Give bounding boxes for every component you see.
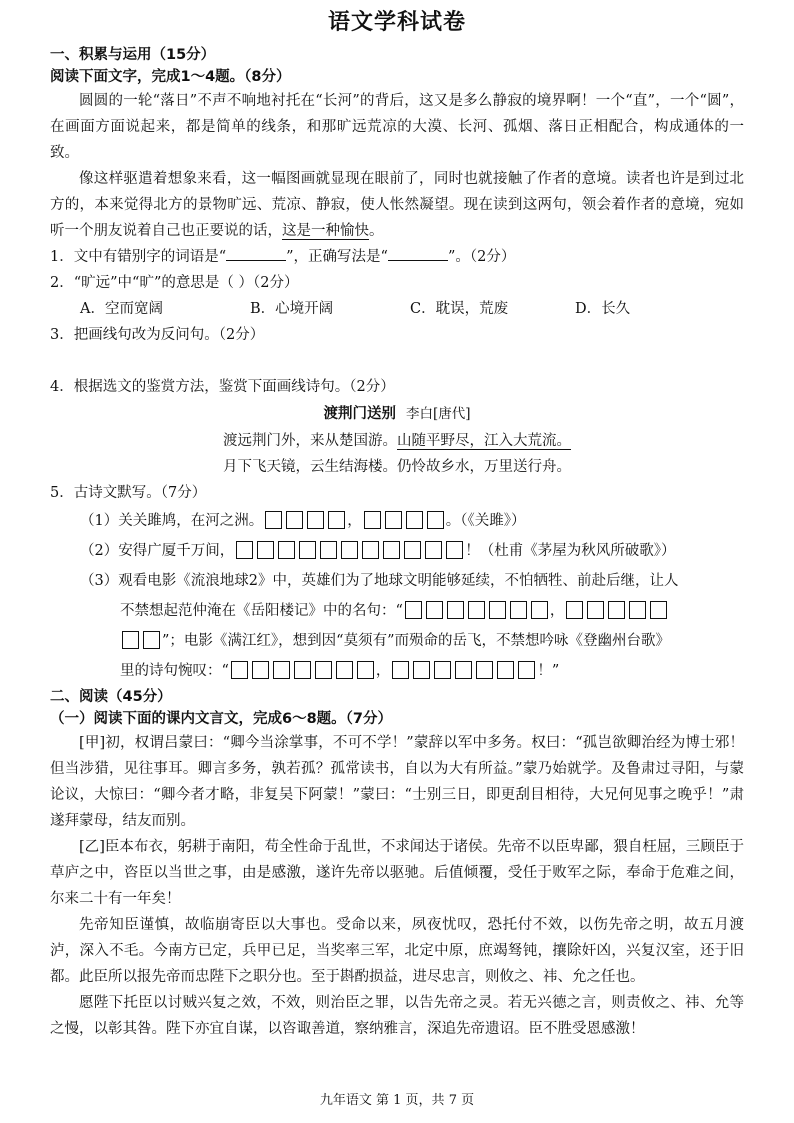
passage-end: 。 bbox=[369, 223, 384, 239]
answer-box[interactable] bbox=[587, 601, 604, 619]
question-5-3-line-1: （3）观看电影《流浪地球2》中，英雄们为了地球文明能够延续，不怕牺牲、前赴后继，让人 bbox=[80, 573, 679, 589]
comma: ， bbox=[375, 663, 391, 679]
answer-box[interactable] bbox=[608, 601, 625, 619]
answer-box[interactable] bbox=[278, 541, 295, 559]
option-d[interactable]: D．长久 bbox=[575, 301, 631, 317]
poem-line-1 bbox=[50, 428, 744, 454]
passage-text: 像这样驱遣着想象来看，这一幅图画就显现在眼前了，同时也就接触了作者的意境。读者也许是到过北方的，本来觉得北方的景物旷远、荒凉、静寂，使人怅然凝望。现在读到这两句，领会着作者的意境，宛如听一个朋友说着自己也正要说的话， bbox=[50, 171, 744, 239]
poem-title: 渡荆门送别 bbox=[323, 406, 396, 422]
question-1-text-a: 1．文中有错别字的词语是“ bbox=[50, 249, 227, 265]
poem-author: 李白[唐代] bbox=[405, 406, 471, 422]
answer-box[interactable] bbox=[629, 601, 646, 619]
classical-text-yi-p1: [乙]臣本布衣，躬耕于南阳，苟全性命于乱世，不求闻达于诸侯。先帝不以臣卑鄙，猥自枉屈，三顾臣于草庐之中，咨臣以当世之事，由是感激，遂许先帝以驱驰。后值倾覆，受任于败军之际，奉命于危难之间，尔来二十有一年矣！ bbox=[50, 839, 744, 907]
q5-3-text-c: ”；电影《满江红》，想到因“莫须有”而殒命的岳飞，不禁想吟咏《登幽州台歌》 bbox=[162, 633, 670, 649]
question-2-options bbox=[50, 296, 744, 322]
answer-box[interactable] bbox=[328, 511, 345, 529]
section-2-heading: 二、阅读（45分） bbox=[50, 689, 172, 705]
classical-text-yi-p3: 愿陛下托臣以讨贼兴复之效，不效，则治臣之罪，以告先帝之灵。若无兴德之言，则责攸之、祎、允等之慢，以彰其咎。陛下亦宜自谋，以咨诹善道，察纳雅言，深追先帝遗诏。臣不胜受恩感激！ bbox=[50, 995, 744, 1037]
question-5: 5．古诗文默写。（7分） bbox=[50, 485, 207, 501]
answer-box[interactable] bbox=[497, 661, 514, 679]
question-1 bbox=[50, 244, 744, 270]
answer-space-3[interactable] bbox=[50, 348, 744, 374]
answer-box[interactable] bbox=[122, 631, 139, 649]
answer-box[interactable] bbox=[489, 601, 506, 619]
classical-text-yi-p2: 先帝知臣谨慎，故临崩寄臣以大事也。受命以来，夙夜忧叹，恐托付不效，以伤先帝之明，故五月渡泸，深入不毛。今南方已定，兵甲已足，当奖率三军，北定中原，庶竭驽钝，攘除奸凶，兴复汉室，还于旧都。此臣所以报先帝而忠陛下之职分也。至于斟酌损益，进尽忠言，则攸之、祎、允之任也。 bbox=[50, 917, 744, 985]
poem-underlined-line: 山随平野尽，江入大荒流。 bbox=[397, 433, 571, 449]
answer-box[interactable] bbox=[143, 631, 160, 649]
option-a[interactable]: A．空而宽阔 bbox=[80, 301, 163, 317]
answer-box[interactable] bbox=[468, 601, 485, 619]
poem-heading bbox=[50, 400, 744, 428]
q5-3-text-b: 不禁想起范仲淹在《岳阳楼记》中的名句：“ bbox=[120, 603, 403, 619]
answer-box[interactable] bbox=[413, 661, 430, 679]
answer-box[interactable] bbox=[650, 601, 667, 619]
answer-box[interactable] bbox=[404, 541, 421, 559]
q5-2-text: （2）安得广厦千万间， bbox=[80, 543, 235, 559]
answer-box[interactable] bbox=[252, 661, 269, 679]
comma: ， bbox=[549, 603, 565, 619]
answer-box[interactable] bbox=[392, 661, 409, 679]
answer-box[interactable] bbox=[307, 511, 324, 529]
answer-blank-wrong-word[interactable] bbox=[226, 245, 286, 261]
answer-box[interactable] bbox=[406, 511, 423, 529]
answer-box[interactable] bbox=[426, 601, 443, 619]
page-footer: 九年语文 第 1 页，共 7 页 bbox=[319, 1093, 475, 1108]
question-5-3-line-3 bbox=[50, 626, 744, 656]
comma: ， bbox=[347, 513, 362, 529]
answer-box[interactable] bbox=[425, 541, 442, 559]
reading-instruction: 阅读下面文字，完成1～4题。（8分） bbox=[50, 69, 291, 85]
underlined-sentence: 这是一种愉快 bbox=[282, 223, 369, 239]
answer-box[interactable] bbox=[518, 661, 535, 679]
q5-3-text-d: 里的诗句惋叹：“ bbox=[120, 663, 229, 679]
q5-1-text: （1）关关雎鸠，在河之洲。 bbox=[80, 513, 264, 529]
answer-box[interactable] bbox=[336, 661, 353, 679]
answer-box[interactable] bbox=[434, 661, 451, 679]
answer-box[interactable] bbox=[231, 661, 248, 679]
answer-box[interactable] bbox=[357, 661, 374, 679]
question-5-1 bbox=[50, 506, 744, 536]
q5-3-text-e: ！” bbox=[537, 663, 560, 679]
answer-box[interactable] bbox=[299, 541, 316, 559]
q5-1-source: 。（《关雎》） bbox=[445, 513, 526, 529]
answer-box[interactable] bbox=[236, 541, 253, 559]
section-1-heading: 一、积累与运用（15分） bbox=[50, 47, 216, 63]
answer-box[interactable] bbox=[364, 511, 381, 529]
answer-box[interactable] bbox=[320, 541, 337, 559]
answer-box[interactable] bbox=[286, 511, 303, 529]
question-5-3-line-4 bbox=[50, 656, 744, 686]
question-3: 3．把画线句改为反问句。（2分） bbox=[50, 327, 265, 343]
classical-text-jia: [甲]初，权谓吕蒙曰：“卿今当涂掌事，不可不学！”蒙辞以军中多务。权曰：“孤岂欲卿治经为博士邪！但当涉猎，见往事耳。卿言多务，孰若孤？孤常读书，自以为大有所益。”蒙乃始就学。及鲁肃过寻阳，与蒙论议，大惊曰：“卿今者才略，非复吴下阿蒙！”蒙曰：“士别三日，即更刮目相待，大兄何见事之晚乎！”肃遂拜蒙母，结友而别。 bbox=[50, 735, 744, 829]
passage-paragraph-1: 圆圆的一轮“落日”不声不响地衬托在“长河”的背后，这又是多么静寂的境界啊！一个“直”，一个“圆”，在画面方面说起来，都是简单的线条，和那旷远荒凉的大漠、长河、孤烟、落日正相配合，构成通体的一致。 bbox=[50, 93, 744, 161]
answer-box[interactable] bbox=[476, 661, 493, 679]
question-5-3-line-2 bbox=[50, 596, 744, 626]
question-1-text-b: ”，正确写法是“ bbox=[286, 249, 388, 265]
answer-box[interactable] bbox=[427, 511, 444, 529]
answer-box[interactable] bbox=[265, 511, 282, 529]
passage-paragraph-2 bbox=[50, 166, 744, 244]
answer-box[interactable] bbox=[447, 601, 464, 619]
answer-box[interactable] bbox=[257, 541, 274, 559]
question-1-text-c: ”。（2分） bbox=[447, 249, 516, 265]
poem-line-1-text: 渡远荆门外，来从楚国游。 bbox=[223, 433, 397, 449]
answer-box[interactable] bbox=[315, 661, 332, 679]
question-5-2 bbox=[50, 536, 744, 566]
answer-box[interactable] bbox=[341, 541, 358, 559]
answer-box[interactable] bbox=[446, 541, 463, 559]
answer-box[interactable] bbox=[510, 601, 527, 619]
q5-2-source: ！（杜甫《茅屋为秋风所破歌》） bbox=[465, 543, 676, 559]
answer-box[interactable] bbox=[273, 661, 290, 679]
question-4: 4．根据选文的鉴赏方法，鉴赏下面画线诗句。（2分） bbox=[50, 379, 395, 395]
poem-line-2: 月下飞天镜，云生结海楼。仍怜故乡水，万里送行舟。 bbox=[223, 459, 571, 475]
answer-box[interactable] bbox=[531, 601, 548, 619]
answer-box[interactable] bbox=[385, 511, 402, 529]
answer-blank-correct-word[interactable] bbox=[388, 245, 448, 261]
answer-box[interactable] bbox=[566, 601, 583, 619]
answer-box[interactable] bbox=[383, 541, 400, 559]
question-2: 2．“旷远”中“旷”的意思是（ ）（2分） bbox=[50, 275, 299, 291]
reading-subsection-1: （一）阅读下面的课内文言文，完成6～8题。（7分） bbox=[50, 711, 393, 727]
answer-box[interactable] bbox=[405, 601, 422, 619]
answer-box[interactable] bbox=[455, 661, 472, 679]
option-c[interactable]: C．耽误，荒废 bbox=[410, 301, 509, 317]
answer-box[interactable] bbox=[362, 541, 379, 559]
answer-box[interactable] bbox=[294, 661, 311, 679]
page-title: 语文学科试卷 bbox=[327, 10, 466, 35]
option-b[interactable]: B．心境开阔 bbox=[250, 301, 334, 317]
